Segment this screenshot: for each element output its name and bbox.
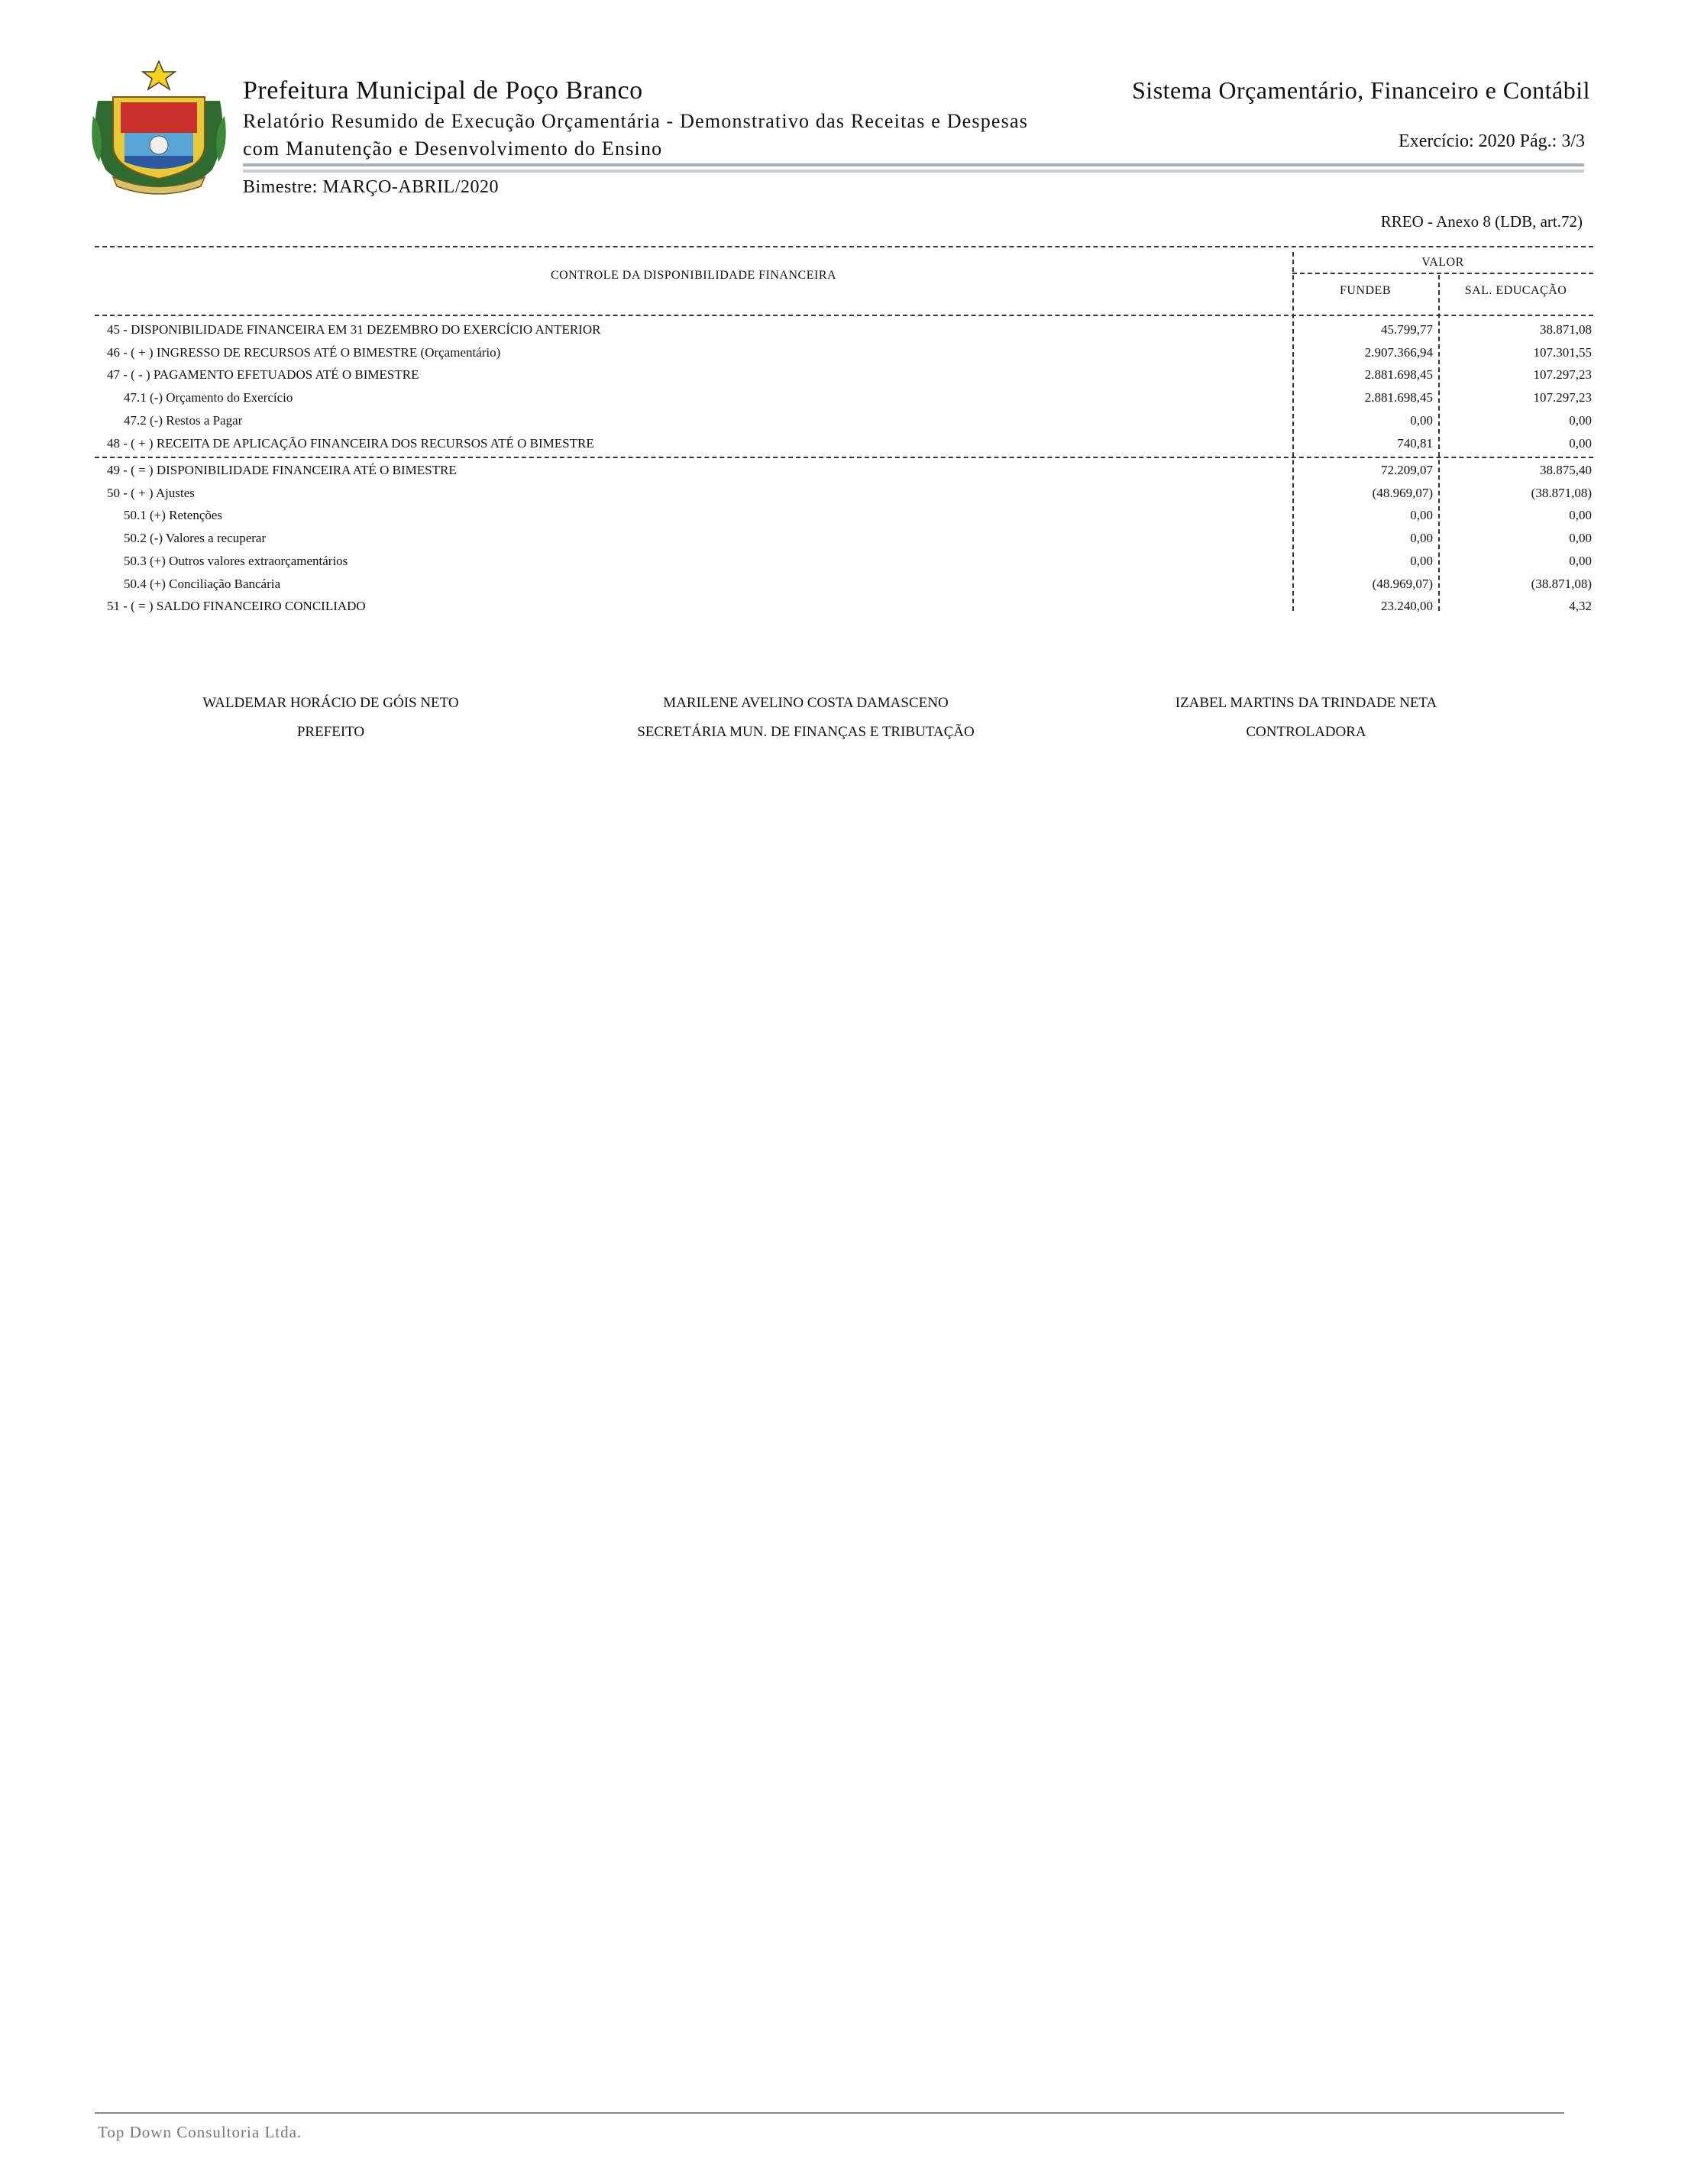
coat-of-arms-logo: [82, 55, 235, 200]
system-name: Sistema Orçamentário, Financeiro e Contábil: [1132, 76, 1590, 104]
row-label: 45 - DISPONIBILIDADE FINANCEIRA EM 31 DEZEMBRO DO EXERCÍCIO ANTERIOR: [107, 322, 601, 337]
table-top-border: [95, 246, 1593, 247]
row-value-sal-educacao: 4,32: [1569, 599, 1592, 613]
row-value-fundeb: 72.209,07: [1381, 463, 1433, 477]
row-value-fundeb: 0,00: [1410, 413, 1433, 428]
row-value-sal-educacao: 38.871,08: [1540, 322, 1592, 337]
row-value-fundeb: (48.969,07): [1372, 486, 1433, 500]
exercise-page-info: Exercício: 2020 Pág.: 3/3: [1399, 131, 1585, 151]
header-divider-secondary: [243, 170, 1584, 173]
row-value-sal-educacao: 0,00: [1569, 436, 1592, 451]
row-value-fundeb: 0,00: [1410, 531, 1433, 545]
section-header: CONTROLE DA DISPONIBILIDADE FINANCEIRA: [550, 269, 837, 282]
column-header-fundeb: FUNDEB: [1339, 284, 1391, 297]
row-value-sal-educacao: 38.875,40: [1540, 463, 1592, 477]
signature-role-controller: CONTROLADORA: [1246, 724, 1366, 740]
column-header-sal-educacao: SAL. EDUCAÇÃO: [1464, 284, 1567, 297]
row-label: 50.1 (+) Retenções: [124, 508, 223, 522]
row-value-fundeb: 45.799,77: [1381, 322, 1433, 337]
row-label: 48 - ( + ) RECEITA DE APLICAÇÃO FINANCEIRA DOS RECURSOS ATÉ O BIMESTRE: [107, 436, 594, 451]
row-value-fundeb: 2.881.698,45: [1364, 390, 1433, 405]
page-title: Prefeitura Municipal de Poço Branco: [243, 76, 643, 105]
row-value-sal-educacao: (38.871,08): [1531, 577, 1592, 591]
row-value-sal-educacao: 107.301,55: [1533, 345, 1592, 360]
signature-role-secretary: SECRETÁRIA MUN. DE FINANÇAS E TRIBUTAÇÃO: [637, 724, 975, 740]
row-value-sal-educacao: (38.871,08): [1531, 486, 1592, 500]
signature-name-controller: IZABEL MARTINS DA TRINDADE NETA: [1175, 695, 1437, 711]
bimestre-label: Bimestre: MARÇO-ABRIL/2020: [243, 177, 499, 197]
row-label: 51 - ( = ) SALDO FINANCEIRO CONCILIADO: [107, 599, 366, 613]
signature-role-mayor: PREFEITO: [296, 724, 365, 740]
row-value-sal-educacao: 107.297,23: [1533, 367, 1592, 382]
row-value-fundeb: 0,00: [1410, 508, 1433, 522]
row-label: 50.4 (+) Conciliação Bancária: [124, 577, 281, 591]
row-label: 50.2 (-) Valores a recuperar: [124, 531, 267, 545]
row-value-fundeb: (48.969,07): [1372, 577, 1433, 591]
footer-company: Top Down Consultoria Ltda.: [98, 2123, 302, 2141]
signature-name-mayor: WALDEMAR HORÁCIO DE GÓIS NETO: [202, 695, 459, 711]
row-label: 47 - ( - ) PAGAMENTO EFETUADOS ATÉ O BIMESTRE: [107, 367, 419, 382]
row-value-fundeb: 0,00: [1410, 554, 1433, 568]
report-subtitle-line1: Relatório Resumido de Execução Orçamentária - Demonstrativo das Receitas e Despesas: [243, 110, 1029, 132]
row-label: 50.3 (+) Outros valores extraorçamentários: [124, 554, 348, 568]
report-subtitle-line2: com Manutenção e Desenvolvimento do Ensino: [243, 137, 663, 160]
row-value-fundeb: 740,81: [1397, 436, 1433, 451]
row-value-fundeb: 2.881.698,45: [1364, 367, 1433, 382]
row-value-sal-educacao: 0,00: [1569, 531, 1592, 545]
row-value-sal-educacao: 0,00: [1569, 554, 1592, 568]
row-value-sal-educacao: 0,00: [1569, 508, 1592, 522]
value-header: VALOR: [1421, 256, 1464, 269]
row-label: 49 - ( = ) DISPONIBILIDADE FINANCEIRA ATÉ O BIMESTRE: [107, 463, 457, 477]
row-label: 50 - ( + ) Ajustes: [107, 486, 195, 500]
anexo-label: RREO - Anexo 8 (LDB, art.72): [1380, 212, 1583, 231]
row-value-sal-educacao: 0,00: [1569, 413, 1592, 428]
group-divider: [95, 457, 1593, 458]
row-value-fundeb: 2.907.366,94: [1364, 345, 1433, 360]
signature-name-secretary: MARILENE AVELINO COSTA DAMASCENO: [663, 695, 949, 711]
row-label: 46 - ( + ) INGRESSO DE RECURSOS ATÉ O BIMESTRE (Orçamentário): [107, 345, 501, 360]
row-label: 47.2 (-) Restos a Pagar: [124, 413, 243, 428]
footer-divider: [95, 2112, 1564, 2114]
value-header-divider: [1292, 273, 1593, 274]
row-value-sal-educacao: 107.297,23: [1533, 390, 1592, 405]
row-value-fundeb: 23.240,00: [1381, 599, 1433, 613]
table-header-bottom-border: [95, 315, 1593, 316]
row-label: 47.1 (-) Orçamento do Exercício: [124, 390, 293, 405]
header-divider: [243, 163, 1584, 166]
